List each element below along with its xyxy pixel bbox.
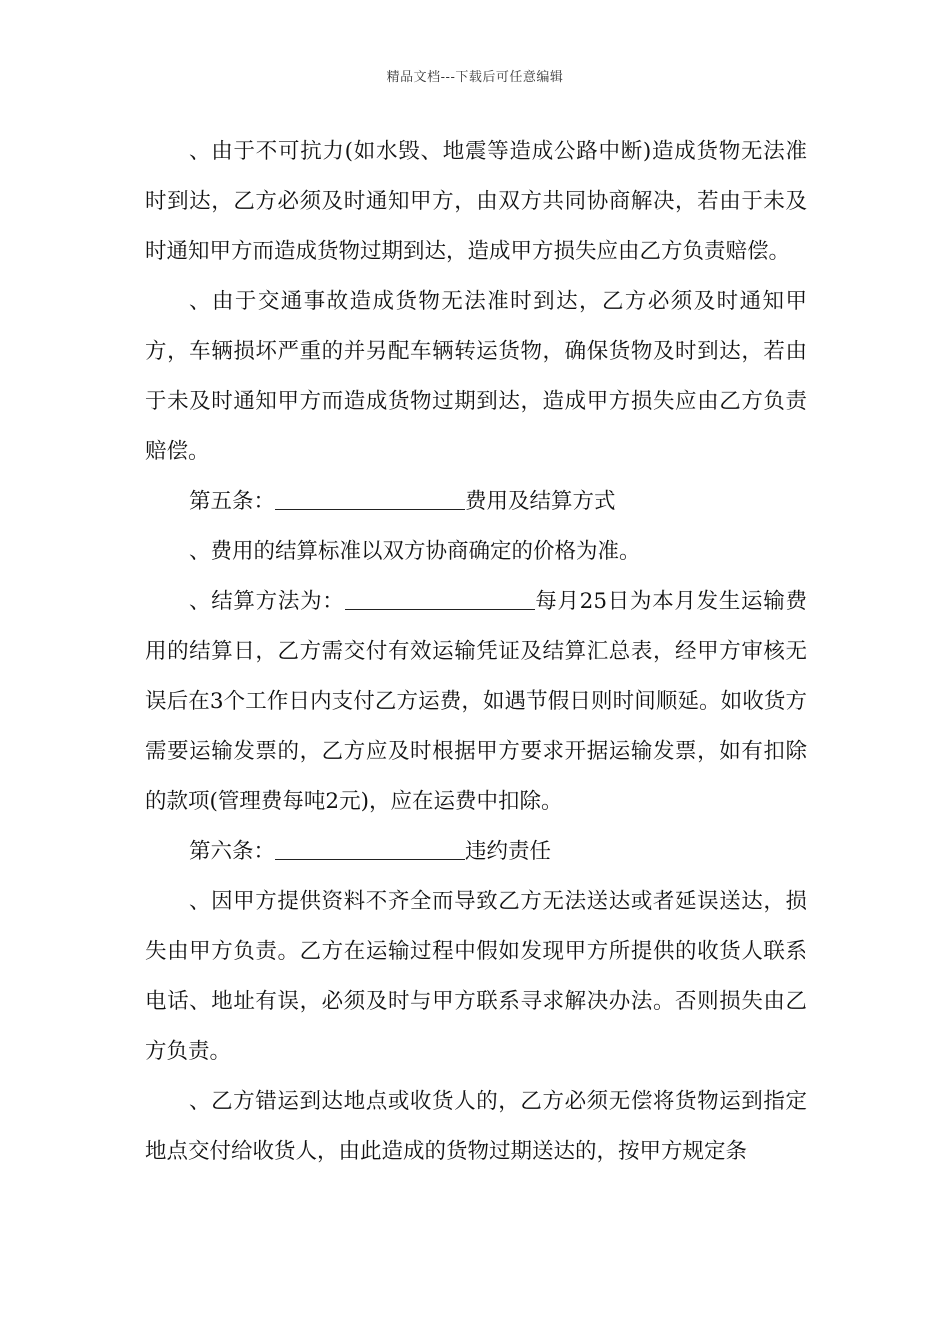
paragraph-incomplete-info: 、因甲方提供资料不齐全而导致乙方无法送达或者延误送达，损失由甲方负责。乙方在运输过程中假如发现甲方所提供的收货人联系电话、地址有误，必须及时与甲方联系寻求解决办法。否则损失由乙方负责。 [145, 889, 807, 1064]
settlement-text: 每月25日为本月发生运输费用的结算日，乙方需交付有效运输凭证及结算汇总表，经甲方审核无误后在3个工作日内支付乙方运费，如遇节假日则时间顺延。如收货方需要运输发票的，乙方应及时根据甲方要求开据运输发票，如有扣除的款项(管理费每吨2元)，应在运费中扣除。 [145, 589, 807, 814]
paragraph-wrong-delivery: 、乙方错运到达地点或收货人的，乙方必须无偿将货物运到指定地点交付给收货人，由此造成的货物过期送达的，按甲方规定条 [145, 1089, 807, 1164]
article-6-prefix: 第六条： [189, 839, 276, 864]
article-5-title: 费用及结算方式 [465, 489, 616, 514]
article-6-heading [145, 827, 807, 877]
article-6-blank [275, 838, 465, 861]
paragraph-fee-standard: 、费用的结算标准以双方协商确定的价格为准。 [189, 539, 641, 564]
article-6-title: 违约责任 [465, 839, 552, 864]
article-5-heading [145, 477, 807, 527]
article-5-prefix: 第五条： [189, 489, 276, 514]
settlement-prefix: 、结算方法为： [189, 589, 345, 614]
document-body [145, 127, 807, 1177]
paragraph-force-majeure: 、由于不可抗力(如水毁、地震等造成公路中断)造成货物无法准时到达，乙方必须及时通知甲方，由双方共同协商解决，若由于未及时通知甲方而造成货物过期到达，造成甲方损失应由乙方负责赔偿。 [145, 139, 807, 264]
paragraph-settlement-method [145, 577, 807, 827]
paragraph-traffic-accident: 、由于交通事故造成货物无法准时到达，乙方必须及时通知甲方，车辆损坏严重的并另配车辆转运货物，确保货物及时到达，若由于未及时通知甲方而造成货物过期到达，造成甲方损失应由乙方负责赔偿。 [145, 289, 807, 464]
article-5-blank [275, 488, 465, 511]
settlement-blank [345, 588, 535, 611]
page-header: 精品文档---下载后可任意编辑 [386, 70, 564, 85]
